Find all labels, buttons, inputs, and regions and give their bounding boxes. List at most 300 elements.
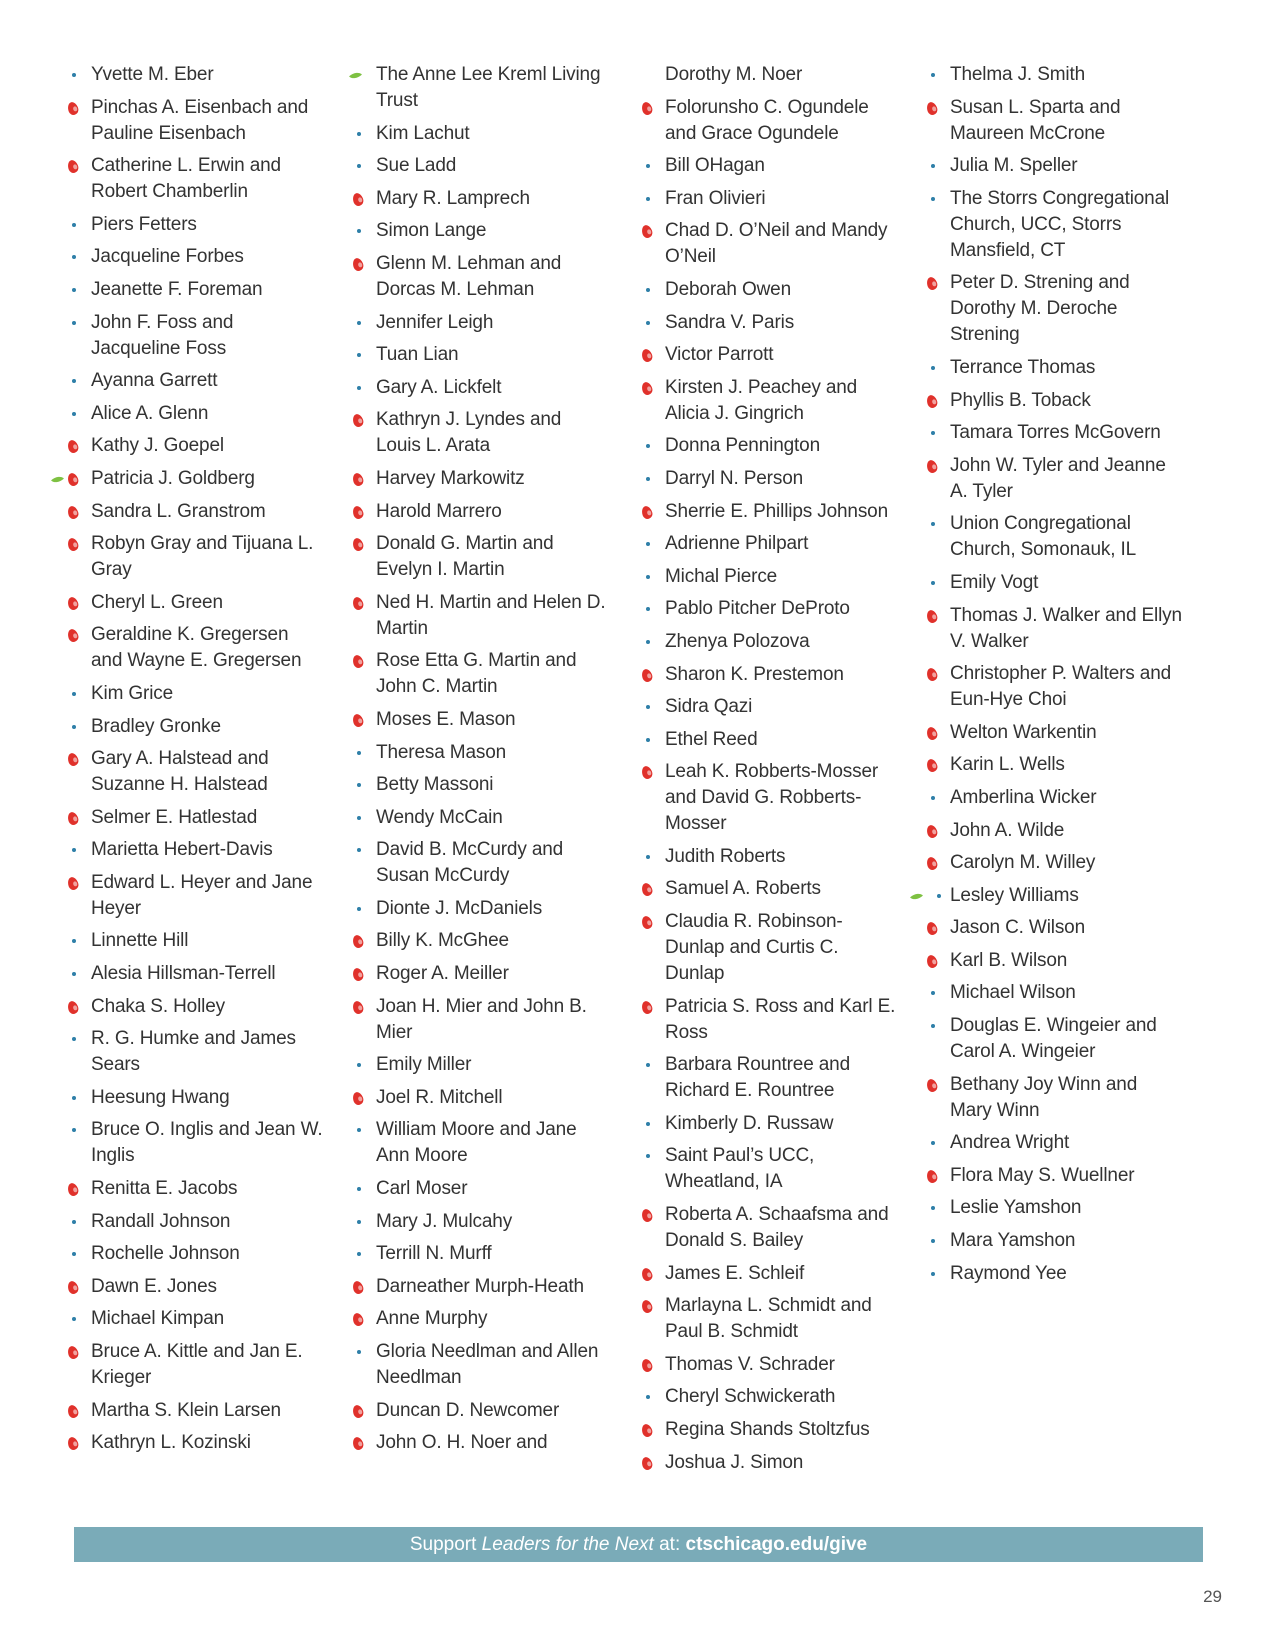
donor-entry — [347, 186, 609, 212]
bullet-dot-icon — [646, 607, 650, 611]
donor-marks — [347, 499, 371, 525]
donor-marks — [636, 95, 660, 121]
donor-entry — [62, 746, 324, 798]
bullet-dot-icon — [72, 692, 76, 696]
donor-name: Joel R. Mitchell — [376, 1086, 503, 1108]
donor-name: Carl Moser — [376, 1178, 468, 1200]
donor-name: Piers Fetters — [91, 213, 197, 235]
donor-entry — [347, 896, 609, 922]
donor-marks — [921, 785, 945, 811]
donor-entry — [62, 1085, 324, 1111]
donor-marks — [636, 1202, 660, 1228]
donor-name: Martha S. Klein Larsen — [91, 1399, 281, 1421]
donor-name: Susan L. Sparta and Maureen McCrone — [950, 96, 1121, 144]
donor-marks — [636, 759, 660, 785]
donor-entry — [347, 1241, 609, 1267]
donor-entry — [347, 837, 609, 889]
donor-marks — [636, 433, 660, 459]
footer-banner — [74, 1527, 1203, 1562]
donor-marks — [62, 401, 86, 427]
donor-name: Jacqueline Forbes — [91, 246, 244, 268]
bullet-dot-icon — [357, 848, 361, 852]
donor-entry — [636, 1202, 898, 1254]
donor-name: Lesley Williams — [950, 884, 1079, 906]
donor-name: Marlayna L. Schmidt and Paul B. Schmidt — [665, 1295, 872, 1343]
donor-marks — [347, 531, 371, 557]
bullet-dot-icon — [72, 223, 76, 227]
flame-icon — [640, 915, 654, 930]
donor-name: Bill OHagan — [665, 155, 765, 177]
bullet-dot-icon — [357, 1187, 361, 1191]
donor-name: Folorunsho C. Ogundele and Grace Ogundele — [665, 96, 869, 144]
bullet-dot-icon — [931, 73, 935, 77]
donor-entry — [347, 1209, 609, 1235]
donor-name: Selmer E. Hatlestad — [91, 806, 258, 828]
donor-entry — [636, 1417, 898, 1443]
bullet-dot-icon — [357, 816, 361, 820]
donor-marks — [347, 590, 371, 616]
donor-name: David B. McCurdy and Susan McCurdy — [376, 839, 564, 887]
donor-name: Marietta Hebert-Davis — [91, 839, 273, 861]
flame-icon — [66, 439, 80, 454]
donor-entry — [347, 407, 609, 459]
donor-entry — [636, 277, 898, 303]
donor-name: Mara Yamshon — [950, 1230, 1076, 1252]
bullet-dot-icon — [646, 197, 650, 201]
donor-name: Donald G. Martin and Evelyn I. Martin — [376, 533, 554, 581]
bullet-dot-icon — [357, 1220, 361, 1224]
donor-marks — [636, 186, 660, 212]
donor-marks — [62, 466, 86, 492]
donor-name: Yvette M. Eber — [91, 64, 214, 85]
bullet-dot-icon — [72, 73, 76, 77]
donor-marks — [636, 499, 660, 525]
bullet-dot-icon — [72, 1220, 76, 1224]
donor-entry — [62, 714, 324, 740]
donor-entry — [921, 980, 1183, 1006]
bullet-dot-icon — [357, 353, 361, 357]
donor-entry — [921, 420, 1183, 446]
flame-icon — [66, 1345, 80, 1360]
donor-column-2 — [347, 62, 609, 1463]
donor-marks — [636, 1417, 660, 1443]
donor-entry — [62, 590, 324, 616]
donor-name: Heesung Hwang — [91, 1086, 230, 1108]
donor-entry — [636, 759, 898, 837]
flame-icon — [66, 752, 80, 767]
donor-name: Kathryn L. Kozinski — [91, 1432, 251, 1454]
bullet-dot-icon — [646, 575, 650, 579]
flame-icon — [351, 654, 365, 669]
donor-entry — [347, 251, 609, 303]
bullet-dot-icon — [357, 907, 361, 911]
donor-marks — [921, 720, 945, 746]
donor-marks — [921, 661, 945, 687]
donor-entry — [921, 270, 1183, 348]
donor-entry — [62, 531, 324, 583]
donor-entry — [636, 186, 898, 212]
donor-marks — [636, 1111, 660, 1137]
donor-marks — [347, 1117, 371, 1143]
donor-marks — [921, 186, 945, 212]
donor-marks — [921, 883, 945, 909]
bullet-dot-icon — [937, 894, 941, 898]
donor-name: Andrea Wright — [950, 1132, 1070, 1154]
donor-entry — [347, 994, 609, 1046]
donor-marks — [347, 310, 371, 336]
flame-icon — [351, 1091, 365, 1106]
donor-name: Kim Lachut — [376, 122, 470, 144]
donor-marks — [921, 1163, 945, 1189]
donor-marks — [347, 1430, 371, 1456]
donor-entry — [62, 1176, 324, 1202]
donor-entry — [921, 883, 1183, 909]
donor-name: Flora May S. Wuellner — [950, 1164, 1135, 1186]
page-number: 29 — [1203, 1587, 1222, 1606]
donor-entry — [62, 1398, 324, 1424]
leaf-icon — [910, 890, 923, 902]
donor-name: Rose Etta G. Martin and John C. Martin — [376, 650, 577, 698]
bullet-dot-icon — [72, 288, 76, 292]
donor-name: Linnette Hill — [91, 930, 189, 952]
donor-name: Victor Parrott — [665, 344, 774, 366]
donor-marks — [636, 1143, 660, 1169]
bullet-dot-icon — [72, 255, 76, 259]
leaf-icon — [51, 473, 64, 485]
donor-marks — [347, 961, 371, 987]
donor-marks — [347, 740, 371, 766]
donor-entry — [921, 1163, 1183, 1189]
donor-name: Samuel A. Roberts — [665, 878, 821, 900]
donor-entry — [62, 994, 324, 1020]
flame-icon — [351, 192, 365, 207]
donor-name: Darryl N. Person — [665, 467, 804, 489]
donor-marks — [347, 218, 371, 244]
flame-icon — [351, 1280, 365, 1295]
donor-name: Phyllis B. Toback — [950, 389, 1091, 411]
donor-entry — [636, 909, 898, 987]
donor-marks — [636, 727, 660, 753]
donor-name: Amberlina Wicker — [950, 786, 1097, 808]
donor-entry — [636, 1384, 898, 1410]
flame-icon — [66, 537, 80, 552]
donor-marks — [347, 805, 371, 831]
donor-marks — [62, 1085, 86, 1111]
flame-icon — [66, 628, 80, 643]
donor-name: Kathy J. Goepel — [91, 435, 224, 457]
donor-entry — [636, 466, 898, 492]
bullet-dot-icon — [931, 991, 935, 995]
donor-entry — [347, 1274, 609, 1300]
donor-name: John A. Wilde — [950, 819, 1065, 841]
donor-name: Thomas V. Schrader — [665, 1353, 835, 1375]
donor-marks — [62, 1398, 86, 1424]
donor-entry — [636, 153, 898, 179]
donor-entry — [921, 186, 1183, 264]
donor-marks — [347, 928, 371, 954]
donor-marks — [62, 433, 86, 459]
donor-entry — [62, 466, 324, 492]
donor-marks — [62, 994, 86, 1020]
bullet-dot-icon — [646, 1063, 650, 1067]
donor-marks — [62, 1339, 86, 1365]
donor-column-1 — [62, 62, 324, 1463]
donor-name: Pinchas A. Eisenbach and Pauline Eisenbach — [91, 96, 309, 144]
bullet-dot-icon — [646, 164, 650, 168]
flame-icon — [925, 393, 939, 408]
donor-entry — [921, 603, 1183, 655]
flame-icon — [351, 595, 365, 610]
bullet-dot-icon — [646, 444, 650, 448]
donor-name: Terrance Thomas — [950, 356, 1096, 378]
donor-marks — [347, 1176, 371, 1202]
flame-icon — [351, 1312, 365, 1327]
donor-name: Karl B. Wilson — [950, 949, 1068, 971]
donor-name: Harvey Markowitz — [376, 467, 525, 489]
donor-marks — [636, 694, 660, 720]
donor-entry — [921, 388, 1183, 414]
donor-name: Deborah Owen — [665, 278, 791, 300]
donor-name: Sherrie E. Phillips Johnson — [665, 500, 889, 522]
donor-name: Alice A. Glenn — [91, 402, 209, 424]
flame-icon — [351, 934, 365, 949]
donor-entry — [62, 1306, 324, 1332]
bullet-dot-icon — [931, 796, 935, 800]
donor-name: Julia M. Speller — [950, 155, 1078, 177]
bullet-dot-icon — [646, 321, 650, 325]
bullet-dot-icon — [931, 581, 935, 585]
donor-marks — [636, 342, 660, 368]
donor-entry — [347, 466, 609, 492]
flame-icon — [351, 504, 365, 519]
donor-marks — [347, 1339, 371, 1365]
donor-entry — [636, 596, 898, 622]
donor-entry — [921, 1130, 1183, 1156]
donor-marks — [62, 1430, 86, 1456]
bullet-dot-icon — [72, 1037, 76, 1041]
donor-marks — [62, 622, 86, 648]
flame-icon — [66, 810, 80, 825]
donor-name: Tuan Lian — [376, 344, 459, 366]
donor-entry — [347, 1117, 609, 1169]
donor-entry — [347, 121, 609, 147]
donor-name: Joan H. Mier and John B. Mier — [376, 995, 587, 1043]
donor-marks — [347, 121, 371, 147]
bullet-dot-icon — [931, 366, 935, 370]
donor-marks — [62, 1176, 86, 1202]
donor-entry — [62, 1339, 324, 1391]
donor-entry — [62, 681, 324, 707]
donor-marks — [347, 896, 371, 922]
flame-icon — [66, 1280, 80, 1295]
bullet-dot-icon — [357, 1252, 361, 1256]
donor-marks — [636, 1384, 660, 1410]
donor-name: Harold Marrero — [376, 500, 502, 522]
donor-name: Betty Massoni — [376, 774, 494, 796]
donor-name: William Moore and Jane Ann Moore — [376, 1119, 577, 1167]
donor-entry — [636, 310, 898, 336]
donor-name: Carolyn M. Willey — [950, 852, 1096, 874]
bullet-dot-icon — [646, 1122, 650, 1126]
flame-icon — [351, 537, 365, 552]
flame-icon — [925, 1077, 939, 1092]
donor-marks — [921, 948, 945, 974]
flame-icon — [351, 413, 365, 428]
flame-icon — [925, 276, 939, 291]
donor-marks — [62, 531, 86, 557]
flame-icon — [66, 595, 80, 610]
donor-entry — [347, 1306, 609, 1332]
donor-name: Michael Wilson — [950, 982, 1076, 1004]
donor-name: John F. Foss and Jacqueline Foss — [91, 311, 234, 359]
donor-name: Gary A. Halstead and Suzanne H. Halstead — [91, 748, 269, 796]
donor-marks — [347, 1052, 371, 1078]
flame-icon — [66, 1436, 80, 1451]
footer-link[interactable]: ctschicago.edu/give — [685, 1534, 868, 1555]
donor-entry — [636, 62, 898, 88]
donor-name: John W. Tyler and Jeanne A. Tyler — [950, 454, 1166, 502]
donor-marks — [347, 251, 371, 277]
flame-icon — [66, 100, 80, 115]
flame-icon — [66, 876, 80, 891]
donor-marks — [62, 1117, 86, 1143]
flame-icon — [640, 1299, 654, 1314]
donor-entry — [62, 212, 324, 238]
donor-entry — [62, 870, 324, 922]
donor-entry — [636, 662, 898, 688]
flame-icon — [640, 381, 654, 396]
bullet-dot-icon — [646, 705, 650, 709]
donor-marks — [921, 603, 945, 629]
flame-icon — [925, 856, 939, 871]
bullet-dot-icon — [646, 1154, 650, 1158]
flame-icon — [640, 999, 654, 1014]
bullet-dot-icon — [72, 725, 76, 729]
donor-marks — [347, 1241, 371, 1267]
bullet-dot-icon — [646, 855, 650, 859]
donor-marks — [62, 212, 86, 238]
donor-marks — [636, 277, 660, 303]
flame-icon — [640, 1266, 654, 1281]
bullet-dot-icon — [72, 939, 76, 943]
donor-marks — [347, 342, 371, 368]
donor-entry — [347, 1339, 609, 1391]
bullet-dot-icon — [357, 1350, 361, 1354]
bullet-dot-icon — [931, 1239, 935, 1243]
footer-prefix: Support — [409, 1534, 482, 1555]
donor-entry — [347, 342, 609, 368]
donor-name: Michael Kimpan — [91, 1308, 225, 1330]
donor-marks — [921, 980, 945, 1006]
donor-marks — [921, 388, 945, 414]
donor-marks — [62, 961, 86, 987]
donor-marks — [636, 466, 660, 492]
donor-entry — [62, 499, 324, 525]
donor-marks — [62, 870, 86, 896]
bullet-dot-icon — [357, 386, 361, 390]
donor-name: Gary A. Lickfelt — [376, 376, 502, 398]
donor-entry — [921, 850, 1183, 876]
donor-entry — [636, 531, 898, 557]
donor-name: Billy K. McGhee — [376, 930, 509, 952]
donor-marks — [921, 270, 945, 296]
bullet-dot-icon — [931, 164, 935, 168]
bullet-dot-icon — [72, 379, 76, 383]
donor-name: Michal Pierce — [665, 565, 778, 587]
flame-icon — [66, 1182, 80, 1197]
donor-entry — [921, 661, 1183, 713]
donor-marks — [62, 681, 86, 707]
bullet-dot-icon — [72, 1128, 76, 1132]
donor-name: Ethel Reed — [665, 728, 758, 750]
donor-marks — [636, 564, 660, 590]
donor-entry — [347, 772, 609, 798]
donor-entry — [347, 1176, 609, 1202]
donor-marks — [636, 909, 660, 935]
donor-marks — [347, 1306, 371, 1332]
donor-marks — [62, 590, 86, 616]
donor-name: Leah K. Robberts-Mosser and David G. Robberts-Mosser — [665, 761, 879, 835]
bullet-dot-icon — [931, 431, 935, 435]
donor-entry — [62, 1209, 324, 1235]
donor-name: Bruce A. Kittle and Jan E. Krieger — [91, 1341, 303, 1388]
donor-entry — [62, 95, 324, 147]
bullet-dot-icon — [646, 288, 650, 292]
bullet-dot-icon — [357, 751, 361, 755]
donor-name: Sharon K. Prestemon — [665, 663, 844, 685]
donor-name: Adrienne Philpart — [665, 533, 809, 555]
donor-entry — [62, 368, 324, 394]
donor-entry — [921, 453, 1183, 505]
donor-entry — [636, 1352, 898, 1378]
flame-icon — [640, 100, 654, 115]
flame-icon — [925, 667, 939, 682]
donor-marks — [347, 1398, 371, 1424]
donor-marks — [62, 805, 86, 831]
donor-name: Regina Shands Stoltzfus — [665, 1419, 870, 1440]
donor-entry — [636, 342, 898, 368]
donor-marks — [62, 746, 86, 772]
donor-marks — [347, 837, 371, 863]
donor-marks — [921, 1130, 945, 1156]
donor-marks — [921, 1228, 945, 1254]
donor-name: Catherine L. Erwin and Robert Chamberlin — [91, 155, 281, 203]
donor-entry — [636, 564, 898, 590]
donor-entry — [921, 1228, 1183, 1254]
donor-name: Jennifer Leigh — [376, 311, 494, 333]
donor-marks — [921, 752, 945, 778]
donor-entry — [347, 805, 609, 831]
donor-entry — [921, 153, 1183, 179]
donor-name: Sidra Qazi — [665, 696, 753, 718]
donor-marks — [636, 1450, 660, 1476]
donor-entry — [921, 511, 1183, 563]
donor-name: Anne Murphy — [376, 1308, 488, 1330]
donor-name: Dawn E. Jones — [91, 1275, 217, 1297]
donor-entry — [636, 694, 898, 720]
donor-marks — [62, 928, 86, 954]
donor-column-3 — [636, 62, 898, 1482]
donor-name: Simon Lange — [376, 220, 487, 242]
donor-marks — [636, 876, 660, 902]
donor-marks — [347, 186, 371, 212]
donor-name: Darneather Murph-Heath — [376, 1275, 584, 1297]
donor-name: Welton Warkentin — [950, 721, 1097, 743]
donor-entry — [347, 1085, 609, 1111]
donor-name: Dionte J. McDaniels — [376, 897, 543, 919]
bullet-dot-icon — [357, 321, 361, 325]
donor-name: Terrill N. Murff — [376, 1243, 492, 1265]
